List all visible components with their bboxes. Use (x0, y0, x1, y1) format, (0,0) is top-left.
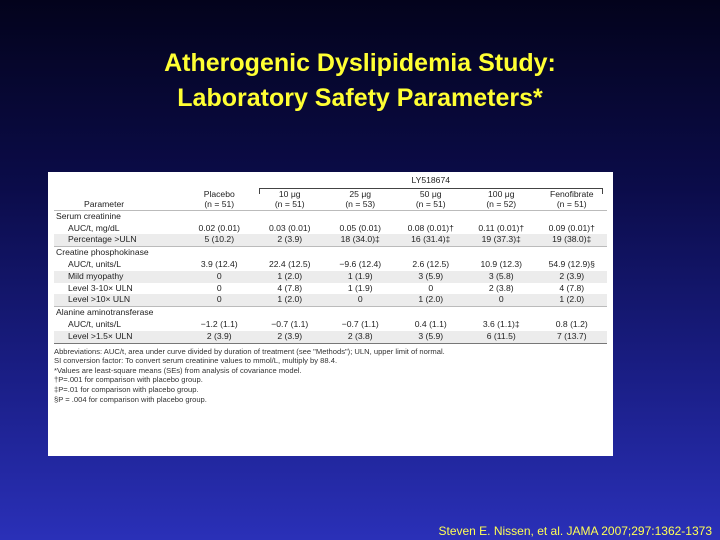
table-cell: 0 (184, 294, 255, 306)
slide-title-line-2: Laboratory Safety Parameters* (177, 84, 543, 112)
slide-title-line-1: Atherogenic Dyslipidemia Study: (164, 49, 556, 77)
table-cell: 19 (38.0)‡ (537, 234, 608, 246)
footnote: §P = .004 for comparison with placebo group. (54, 394, 207, 404)
column-header-100ug: 100 μg (n = 52) (486, 188, 517, 210)
table-cell: 1 (2.0) (537, 294, 608, 306)
row-label: Percentage >ULN (54, 234, 184, 246)
table-row (54, 234, 607, 246)
table-cell: 2 (3.9) (537, 271, 608, 283)
table-cell: 0.11 (0.01)† (478, 222, 525, 233)
column-header-25ug: 25 μg (n = 53) (345, 188, 376, 210)
section-label: Alanine aminotransferase (54, 307, 607, 319)
table-cell: 0.03 (0.01) (268, 222, 311, 233)
table-cell: 3 (5.9) (396, 331, 467, 343)
table-cell: 2 (3.9) (255, 331, 326, 343)
row-label: AUC/t, mg/dL (68, 222, 120, 233)
column-header-10ug: 10 μg (n = 51) (274, 188, 305, 210)
column-header-placebo: Placebo (n = 51) (203, 188, 235, 210)
table-cell: 0.4 (1.1) (414, 318, 447, 329)
column-header-row (54, 187, 607, 211)
section-row (54, 307, 607, 319)
table-cell: 1 (2.0) (396, 294, 467, 306)
table-cell: 1 (1.9) (325, 271, 396, 283)
table-cell: 2 (3.9) (255, 234, 326, 246)
table-row (54, 319, 607, 331)
footnote: ‡P=.01 for comparison with placebo group. (54, 384, 199, 394)
safety-table (54, 175, 607, 344)
table-footnotes (54, 347, 607, 405)
table-row (54, 331, 607, 343)
ly518674-label: LY518674 (411, 175, 451, 185)
table-cell: −9.6 (12.4) (339, 258, 382, 269)
table-cell: 3.6 (1.1)‡ (482, 318, 520, 329)
table-cell: 2.6 (12.5) (412, 258, 450, 269)
table-cell: 22.4 (12.5) (268, 258, 311, 269)
table-cell: 0.8 (1.2) (555, 318, 588, 329)
table-cell: 3 (5.8) (466, 271, 537, 283)
footnote: *Values are least-square means (SEs) from analysis of covariance model. (54, 365, 302, 375)
table-body (54, 210, 607, 343)
safety-table-panel (48, 172, 613, 456)
section-label: Creatine phosphokinase (54, 247, 607, 259)
footnote: SI conversion factor: To convert serum creatinine values to mmol/L, multiply by 88.4. (54, 356, 338, 366)
table-cell: 0.09 (0.01)† (548, 222, 595, 233)
citation: Steven E. Nissen, et al. JAMA 2007;297:1362-1373 (438, 524, 712, 538)
column-header-fenofibrate: Fenofibrate (n = 51) (550, 188, 594, 210)
table-cell: 1 (2.0) (255, 294, 326, 306)
footnote: †P=.001 for comparison with placebo group. (54, 375, 203, 385)
table-cell: −1.2 (1.1) (200, 318, 238, 329)
column-header-parameter: Parameter (84, 199, 125, 210)
footnote: Abbreviations: AUC/t, area under curve divided by duration of treatment (see "Methods"); ULN, upper limit of normal. (54, 346, 445, 356)
table-cell: 4 (7.8) (559, 282, 585, 293)
table-cell: 0 (184, 271, 255, 283)
section-row (54, 210, 607, 222)
table-cell: 0.08 (0.01)† (407, 222, 454, 233)
table-cell: 18 (34.0)‡ (325, 234, 396, 246)
table-row (54, 259, 607, 271)
table-cell: 54.9 (12.9)§ (548, 258, 595, 269)
row-label: Level >1.5× ULN (54, 331, 184, 343)
table-cell: 0 (466, 294, 537, 306)
table-cell: 1 (2.0) (255, 271, 326, 283)
table-row (54, 271, 607, 283)
table-cell: 10.9 (12.3) (480, 258, 523, 269)
section-label: Serum creatinine (54, 210, 607, 222)
group-bracket-line (259, 188, 604, 189)
table-cell: 0 (325, 294, 396, 306)
ly518674-group-header (255, 175, 608, 187)
table-cell: 2 (3.8) (488, 282, 514, 293)
row-label: Level 3-10× ULN (68, 282, 133, 293)
table-row (54, 223, 607, 235)
table-cell: −0.7 (1.1) (341, 318, 379, 329)
table-cell: 4 (7.8) (277, 282, 303, 293)
table-cell: 3 (5.9) (396, 271, 467, 283)
row-label: AUC/t, units/L (68, 258, 122, 269)
table-cell: 5 (10.2) (184, 234, 255, 246)
table-cell: 6 (11.5) (466, 331, 537, 343)
slide-title (0, 46, 720, 116)
table-cell: 2 (3.9) (184, 331, 255, 343)
table-row (54, 294, 607, 306)
table-row (54, 283, 607, 295)
table-cell: 0.05 (0.01) (339, 222, 382, 233)
table-cell: 19 (37.3)‡ (466, 234, 537, 246)
section-row (54, 247, 607, 259)
row-label: AUC/t, units/L (68, 318, 122, 329)
table-cell: 0 (428, 282, 434, 293)
row-label: Mild myopathy (54, 271, 184, 283)
table-cell: −0.7 (1.1) (271, 318, 309, 329)
table-cell: 2 (3.8) (325, 331, 396, 343)
column-header-50ug: 50 μg (n = 51) (415, 188, 446, 210)
table-cell: 1 (1.9) (347, 282, 373, 293)
row-label: Level >10× ULN (54, 294, 184, 306)
group-header-row (54, 175, 607, 187)
table-cell: 0.02 (0.01) (198, 222, 241, 233)
table-cell: 7 (13.7) (537, 331, 608, 343)
table-cell: 3.9 (12.4) (200, 258, 238, 269)
table-cell: 0 (216, 282, 222, 293)
table-cell: 16 (31.4)‡ (396, 234, 467, 246)
